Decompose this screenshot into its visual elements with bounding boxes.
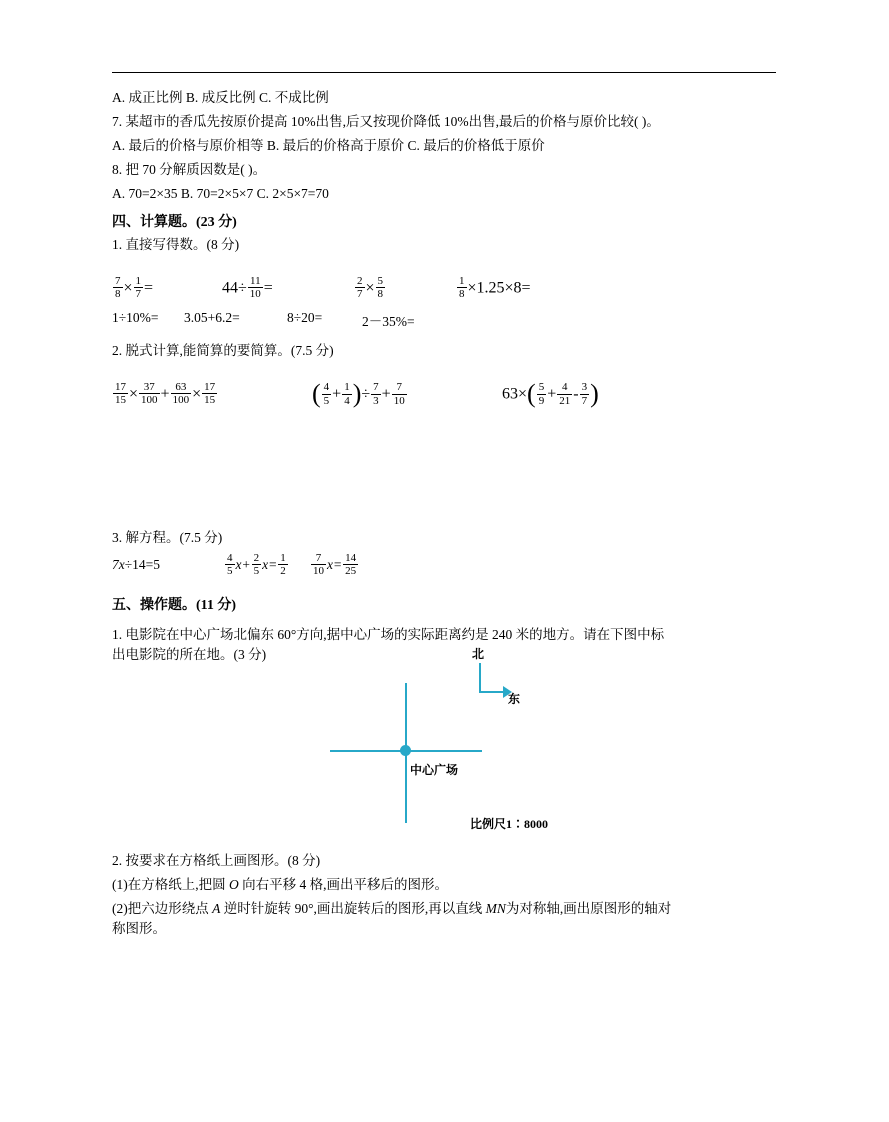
expression-row — [112, 379, 782, 422]
calc-item-7: 8÷20= — [287, 310, 323, 325]
question-6-options: A. 成正比例 B. 成反比例 C. 不成比例 — [112, 90, 329, 105]
map-scale-label: 比例尺1∶8000 — [470, 817, 549, 831]
calc-item-5: 1÷10%= — [112, 310, 159, 325]
calc-item-6: 3.05+6.2= — [184, 310, 240, 325]
equation-1: 7x÷14=5 — [112, 557, 161, 572]
calc-item-1: $\frac{7}{8}$ × $\frac{1}{7}$ = — [115, 275, 154, 301]
section-4-sub-2: 2. 脱式计算,能简算的要简算。(7.5 分) — [112, 343, 334, 358]
fraction: $\frac{4}{5}$ — [227, 552, 233, 578]
equation-2: $\frac{4}{5}$ x+ $\frac{2}{5}$ x= $\frac{1}{2}$ — [227, 552, 286, 578]
section-5-q1-line-2: 出电影院的所在地。(3 分) — [112, 647, 267, 662]
fraction: $\frac{7}{8}$ — [115, 275, 121, 301]
expression-2: ( $\frac{4}{5}$ + $\frac{1}{4}$ )÷ $\frac{7}{3}$ + $\frac{7}{10}$ — [312, 379, 405, 408]
expression-1: $\frac{17}{15}$ × $\frac{37}{100}$ + $\frac{63}{100}$ × $\frac{17}{15}$ — [115, 381, 216, 407]
mental-arithmetic-row-2 — [112, 310, 782, 332]
mental-arithmetic-row-1 — [112, 276, 782, 306]
fraction: $\frac{4}{5}$ — [323, 381, 330, 407]
section-5-q2-text: 2. 按要求在方格纸上画图形。(8 分) — [112, 853, 321, 868]
fraction: $\frac{1}{8}$ — [459, 275, 465, 301]
section-5-heading: 五、操作题。(11 分) — [112, 598, 237, 613]
compass-north-line — [479, 663, 481, 693]
calc-item-3: $\frac{2}{7}$ × $\frac{5}{8}$ — [357, 275, 384, 301]
fraction: $\frac{1}{2}$ — [280, 552, 286, 578]
page-content — [112, 88, 782, 939]
section-5-q2-sub-2-cont: 称图形。 — [112, 921, 166, 936]
section-5-q2-sub-1: (1)在方格纸上,把圆 O 向右平移 4 格,画出平移后的图形。 — [112, 877, 448, 892]
fraction: $\frac{17}{15}$ — [204, 381, 216, 407]
fraction: $\frac{5}{8}$ — [377, 275, 384, 301]
question-8-text: 8. 把 70 分解质因数是( )。 — [112, 162, 267, 177]
fraction: $\frac{37}{100}$ — [141, 381, 158, 407]
equation-row — [112, 553, 782, 587]
equation-3: $\frac{7}{10}$ x= $\frac{14}{25}$ — [313, 552, 357, 578]
map-north-label: 北 — [472, 647, 485, 661]
section-5-q2-sub-2: (2)把六边形绕点 A 逆时针旋转 90°,画出旋转后的图形,再以直线 MN为对称轴,画出原图形的轴对 — [112, 901, 672, 916]
calc-item-4: $\frac{1}{8}$ ×1.25×8= — [459, 275, 531, 301]
fraction: $\frac{11}{10}$ — [249, 275, 261, 301]
section-5-q1-line-1: 1. 电影院在中心广场北偏东 60°方向,据中心广场的实际距离约是 240 米的地方。请在下图中标 — [112, 627, 665, 642]
fraction: $\frac{4}{21}$ — [559, 381, 571, 407]
section-4-sub-3: 3. 解方程。(7.5 分) — [112, 530, 223, 545]
map-east-label: 东 — [508, 692, 521, 706]
fraction: $\frac{7}{3}$ — [373, 381, 379, 407]
compass-east-line — [479, 691, 505, 693]
section-4-heading: 四、计算题。(23 分) — [112, 215, 237, 230]
fraction: $\frac{1}{4}$ — [344, 381, 350, 407]
map-center-point — [400, 745, 411, 756]
calc-item-8: 2－35%= — [362, 314, 415, 329]
fraction: $\frac{7}{10}$ — [313, 552, 324, 578]
fraction: $\frac{2}{5}$ — [253, 552, 260, 578]
fraction: $\frac{17}{15}$ — [115, 381, 126, 407]
map-center-label: 中心广场 — [410, 763, 459, 777]
calc-item-2: 44÷ $\frac{11}{10}$ = — [222, 275, 273, 301]
fraction: $\frac{5}{9}$ — [538, 381, 545, 407]
question-7-text: 7. 某超市的香瓜先按原价提高 10%出售,后又按现价降低 10%出售,最后的价格与原价比较( )。 — [112, 114, 660, 129]
fraction: $\frac{2}{7}$ — [357, 275, 363, 301]
question-7-options: A. 最后的价格与原价相等 B. 最后的价格高于原价 C. 最后的价格低于原价 — [112, 138, 545, 153]
expression-3: 63×( $\frac{5}{9}$ + $\frac{4}{21}$ - $\frac{3}{7}$ ) — [502, 379, 599, 408]
question-8-options: A. 70=2×35 B. 70=2×5×7 C. 2×5×7=70 — [112, 186, 329, 201]
fraction: $\frac{63}{100}$ — [172, 381, 190, 407]
header-rule — [112, 72, 776, 73]
section-4-sub-1: 1. 直接写得数。(8 分) — [112, 237, 240, 252]
fraction: $\frac{3}{7}$ — [581, 381, 588, 407]
fraction: $\frac{7}{10}$ — [393, 381, 405, 407]
fraction: $\frac{14}{25}$ — [345, 552, 357, 578]
fraction: $\frac{1}{7}$ — [135, 275, 142, 301]
